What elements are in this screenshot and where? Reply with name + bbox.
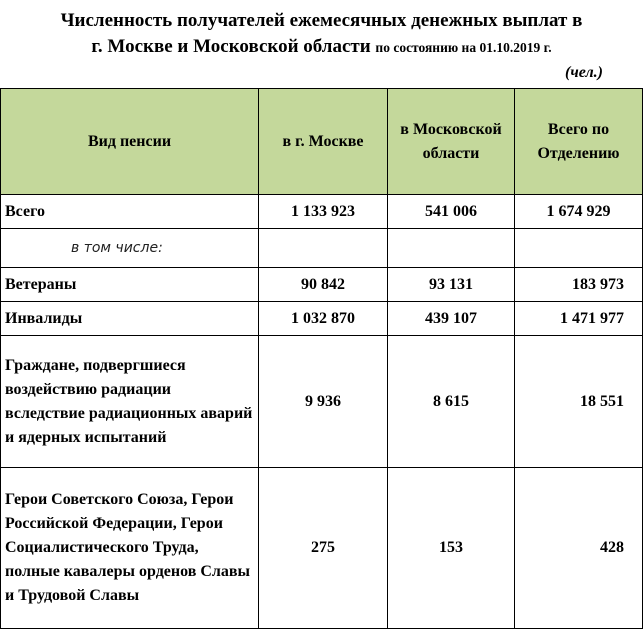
header-moscow: в г. Москве: [259, 89, 388, 195]
title-line-1: Численность получателей ежемесячных денежных выплат в: [60, 10, 583, 31]
cell-moscow: 9 936: [259, 336, 388, 468]
cell-region: 153: [388, 468, 515, 629]
table-row: [1, 336, 643, 468]
cell-moscow: [259, 229, 388, 268]
header-region: в Московской области: [388, 89, 515, 195]
row-name: Ветераны: [1, 268, 259, 302]
cell-region: 439 107: [388, 302, 515, 336]
cell-region: 93 131: [388, 268, 515, 302]
header-type: Вид пенсии: [1, 89, 259, 195]
cell-moscow: 1 133 923: [259, 195, 388, 229]
cell-moscow: 275: [259, 468, 388, 629]
cell-total: 1 674 929: [515, 195, 643, 229]
row-name: Инвалиды: [1, 302, 259, 336]
cell-region: 541 006: [388, 195, 515, 229]
row-name: Всего: [1, 195, 259, 229]
cell-total: 1 471 977: [515, 302, 643, 336]
table-row: [1, 195, 643, 229]
cell-region: 8 615: [388, 336, 515, 468]
title-line-2: [0, 34, 643, 61]
cell-moscow: 1 032 870: [259, 302, 388, 336]
table-row: [1, 229, 643, 268]
row-name: в том числе:: [1, 229, 259, 268]
row-name: Герои Советского Союза, Герои Российской Федерации, Герои Социалистического Труда, полные кавалеры орденов Славы и Трудовой Славы: [1, 468, 259, 629]
cell-region: [388, 229, 515, 268]
table-header-row: [1, 89, 643, 195]
table-row: [1, 302, 643, 336]
table-row: [1, 268, 643, 302]
header-total: Всего по Отделению: [515, 89, 643, 195]
cell-total: 18 551: [515, 336, 643, 468]
cell-total: [515, 229, 643, 268]
cell-total: 428: [515, 468, 643, 629]
cell-total: 183 973: [515, 268, 643, 302]
recipients-table: [0, 88, 643, 629]
unit-label: (чел.): [565, 64, 603, 81]
title-date: по состоянию на 01.10.2019 г.: [375, 40, 552, 55]
cell-moscow: 90 842: [259, 268, 388, 302]
title-region: г. Москве и Московской области: [91, 36, 371, 57]
table-row: [1, 468, 643, 629]
row-name: Граждане, подвергшиеся воздействию радиации вследствие радиационных аварий и ядерных испытаний: [1, 336, 259, 468]
page-title: [0, 8, 643, 61]
